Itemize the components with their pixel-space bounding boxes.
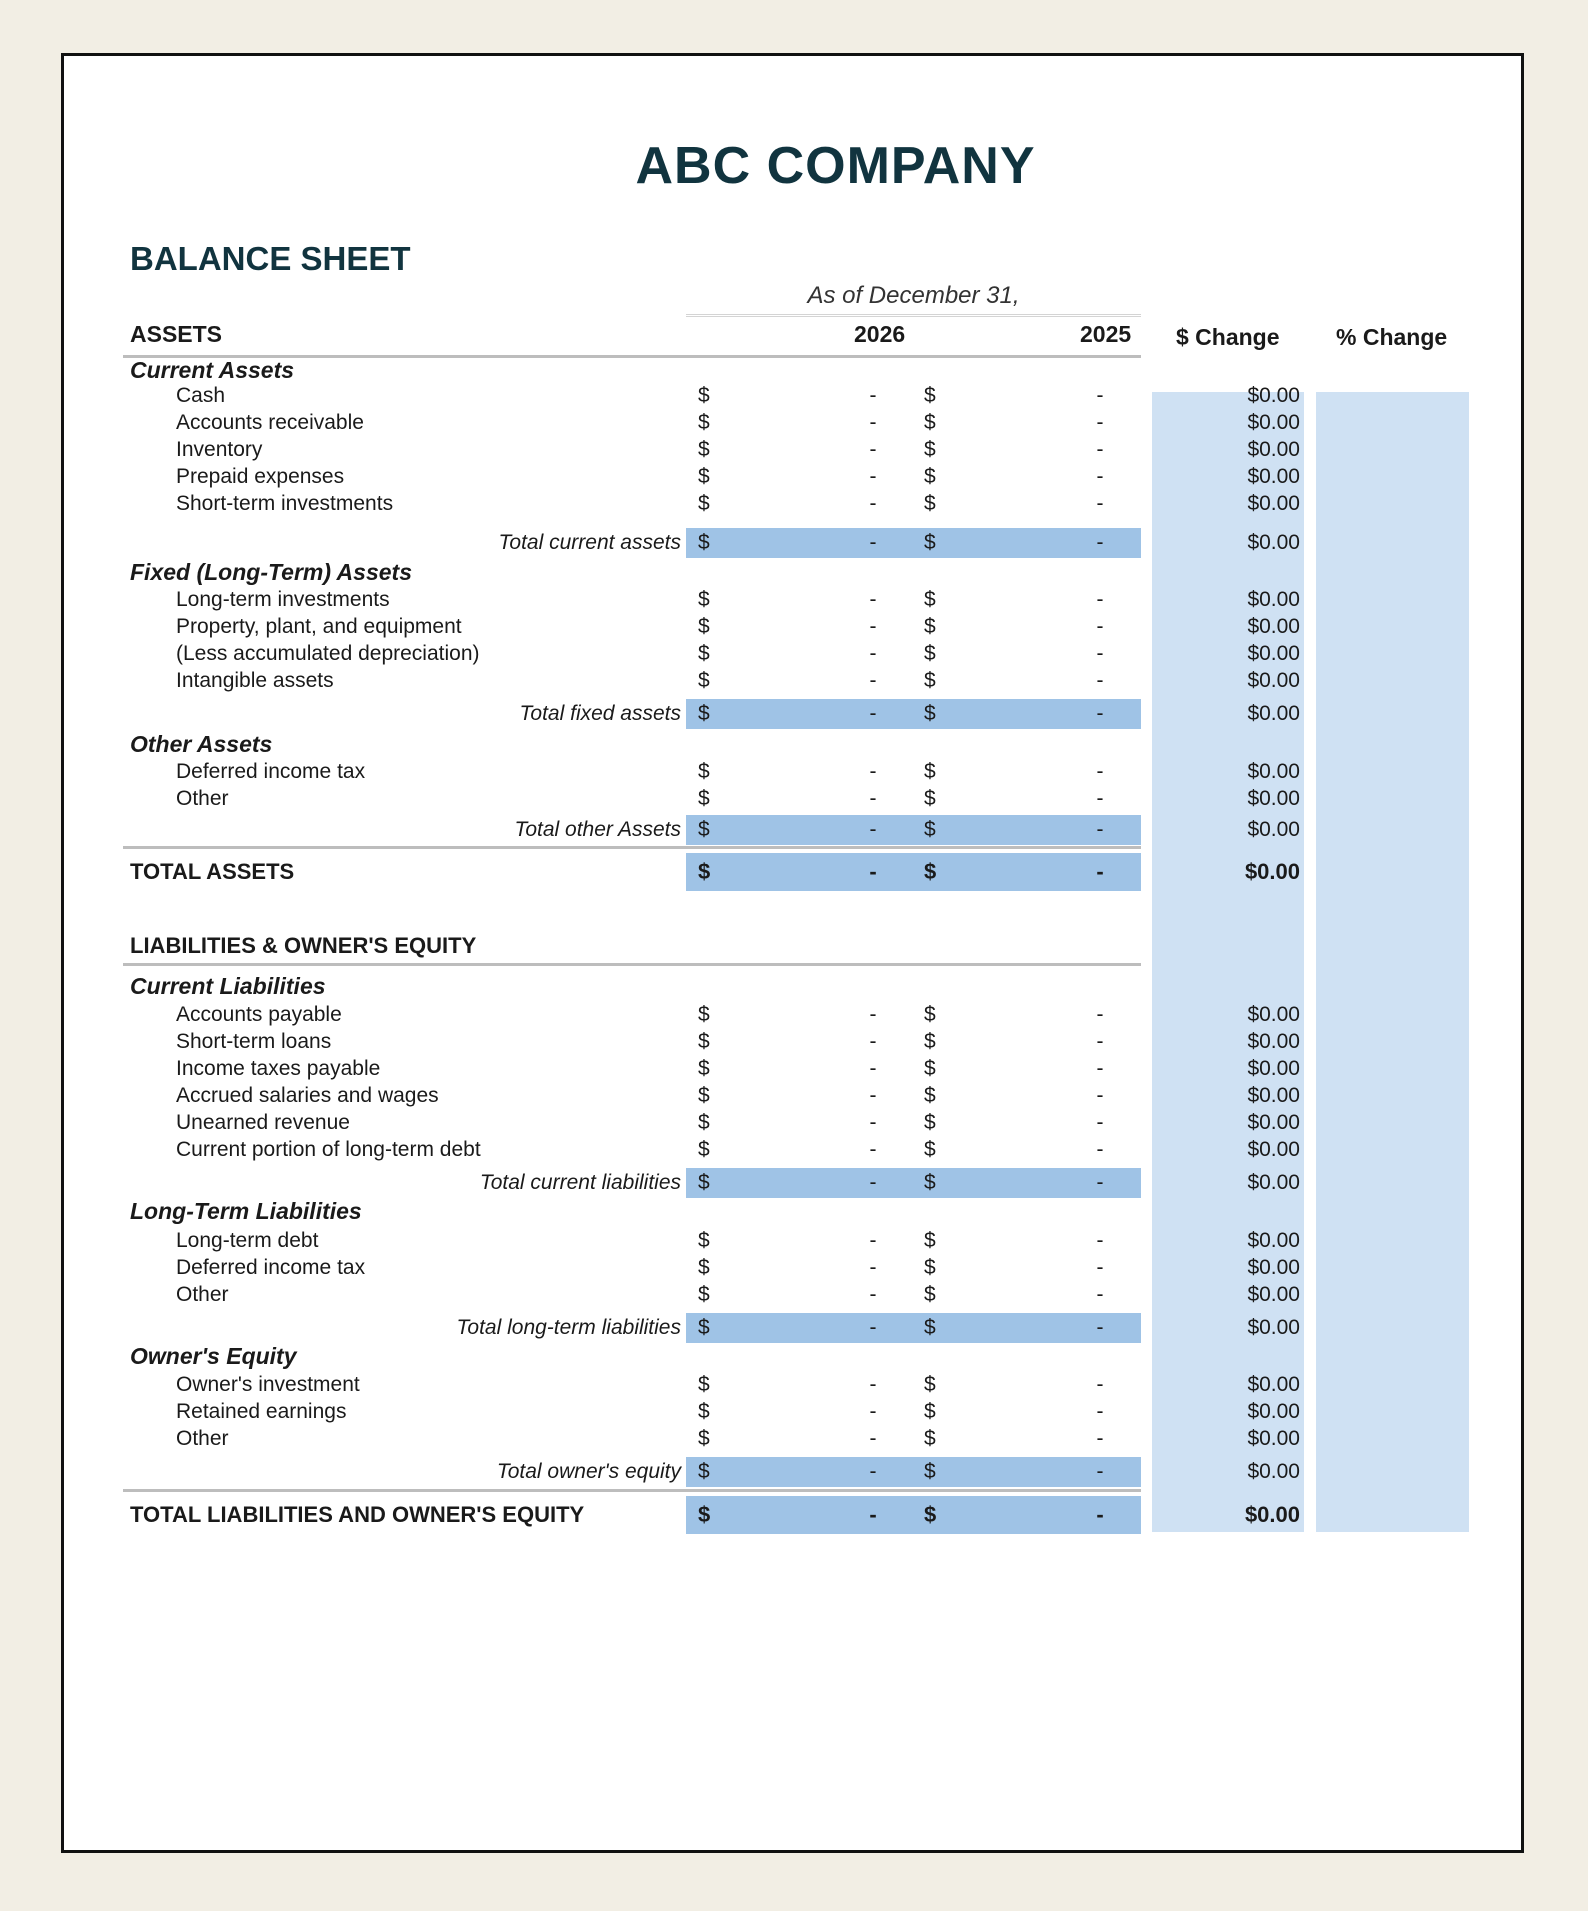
total-highlight <box>686 1168 1141 1198</box>
value-2025: - <box>1096 384 1104 407</box>
currency-2025: $ <box>924 1427 936 1450</box>
row-label: Property, plant, and equipment <box>176 615 462 638</box>
value-2026: - <box>869 1003 877 1026</box>
currency-2026: $ <box>698 702 710 725</box>
total-highlight <box>686 1496 1141 1534</box>
total-assets-row <box>64 853 1527 891</box>
equity-section-title: Owner's Equity <box>130 1343 297 1369</box>
currency-2026: $ <box>698 411 710 434</box>
value-2026: - <box>869 1229 877 1252</box>
currency-2025: $ <box>924 588 936 611</box>
value-2025: - <box>1096 702 1104 725</box>
value-2025: - <box>1096 1373 1104 1396</box>
currency-2025: $ <box>924 1460 936 1483</box>
line-item <box>64 1109 1527 1136</box>
row-label: Other <box>176 1427 229 1450</box>
row-label: Inventory <box>176 438 263 461</box>
line-item <box>64 1055 1527 1082</box>
currency-2025: $ <box>924 642 936 665</box>
line-item <box>64 1227 1527 1254</box>
currency-2026: $ <box>698 1373 710 1396</box>
value-2026: - <box>869 669 877 692</box>
line-item <box>64 1028 1527 1055</box>
currency-2025: $ <box>924 702 936 725</box>
row-label: Total owner's equity <box>496 1460 681 1483</box>
currency-2025: $ <box>924 859 937 884</box>
percent-change-header: % Change <box>1336 324 1448 350</box>
currency-2025: $ <box>924 1138 936 1161</box>
row-label: Accounts receivable <box>176 411 364 434</box>
currency-2025: $ <box>924 1057 936 1080</box>
line-item <box>64 436 1527 463</box>
dollar-change-value: $0.00 <box>1247 1138 1300 1161</box>
value-2025: - <box>1096 1427 1104 1450</box>
value-2025: - <box>1096 1111 1104 1134</box>
total-highlight <box>686 528 1141 558</box>
line-item <box>64 490 1527 517</box>
line-item <box>64 758 1527 785</box>
row-label: Total other Assets <box>514 818 681 841</box>
value-2026: - <box>869 438 877 461</box>
currency-2026: $ <box>698 1111 710 1134</box>
liabilities-equity-header: LIABILITIES & OWNER'S EQUITY <box>130 933 477 958</box>
percent-change-column <box>1316 392 1469 1532</box>
value-2025: - <box>1096 1003 1104 1026</box>
total-highlight <box>686 815 1141 845</box>
total-assets-rule <box>123 846 1141 849</box>
row-label: Retained earnings <box>176 1400 347 1423</box>
currency-2026: $ <box>698 1030 710 1053</box>
value-2025: - <box>1096 1400 1104 1423</box>
row-label: Deferred income tax <box>176 760 366 783</box>
currency-2026: $ <box>698 1427 710 1450</box>
value-2026: - <box>869 1084 877 1107</box>
value-2026: - <box>869 384 877 407</box>
value-2026: - <box>869 588 877 611</box>
row-label: TOTAL LIABILITIES AND OWNER'S EQUITY <box>130 1502 585 1527</box>
value-2026: - <box>869 702 877 725</box>
line-item <box>64 1001 1527 1028</box>
value-2026: - <box>869 818 877 841</box>
currency-2026: $ <box>698 492 710 515</box>
value-2026: - <box>869 1400 877 1423</box>
row-label: Income taxes payable <box>176 1057 381 1080</box>
dollar-change-value: $0.00 <box>1247 588 1300 611</box>
value-2026: - <box>869 465 877 488</box>
currency-2026: $ <box>698 1400 710 1423</box>
currency-2026: $ <box>698 1057 710 1080</box>
value-2025: - <box>1096 1057 1104 1080</box>
line-item <box>64 409 1527 436</box>
currency-2026: $ <box>698 859 711 884</box>
currency-2025: $ <box>924 615 936 638</box>
company-name: ABC COMPANY <box>635 137 1036 195</box>
currency-2026: $ <box>698 818 710 841</box>
dollar-change-value: $0.00 <box>1247 1030 1300 1053</box>
currency-2025: $ <box>924 818 936 841</box>
current-section-title: Current Liabilities <box>130 973 326 999</box>
year-2025-header: 2025 <box>1080 321 1132 347</box>
value-2025: - <box>1096 1138 1104 1161</box>
value-2026: - <box>869 1138 877 1161</box>
currency-2026: $ <box>698 1502 711 1527</box>
value-2026: - <box>869 1171 877 1194</box>
currency-2025: $ <box>924 1502 937 1527</box>
total-highlight <box>686 1313 1141 1343</box>
currency-2025: $ <box>924 1003 936 1026</box>
value-2025: - <box>1096 588 1104 611</box>
year-2026-header: 2026 <box>854 321 906 347</box>
dollar-change-value: $0.00 <box>1247 1283 1300 1306</box>
other-section-title: Other Assets <box>130 731 273 757</box>
dollar-change-value: $0.00 <box>1247 642 1300 665</box>
value-2025: - <box>1096 859 1104 884</box>
value-2025: - <box>1096 669 1104 692</box>
row-label: Accrued salaries and wages <box>176 1084 439 1107</box>
line-item <box>64 613 1527 640</box>
currency-2025: $ <box>924 1084 936 1107</box>
dollar-change-value: $0.00 <box>1247 1427 1300 1450</box>
dollar-change-value: $0.00 <box>1244 1502 1300 1527</box>
row-label: Owner's investment <box>176 1373 360 1396</box>
currency-2025: $ <box>924 492 936 515</box>
dollar-change-value: $0.00 <box>1247 492 1300 515</box>
currency-2026: $ <box>698 588 710 611</box>
row-label: Short-term loans <box>176 1030 332 1053</box>
currency-2025: $ <box>924 1229 936 1252</box>
longterm-total-row <box>64 1313 1527 1343</box>
value-2025: - <box>1096 531 1104 554</box>
equity-total-row <box>64 1457 1527 1487</box>
currency-2026: $ <box>698 531 710 554</box>
value-2025: - <box>1096 465 1104 488</box>
value-2026: - <box>869 411 877 434</box>
currency-2026: $ <box>698 384 710 407</box>
as-of-label: As of December 31, <box>807 282 1020 309</box>
value-2026: - <box>869 760 877 783</box>
line-item <box>64 667 1527 694</box>
currency-2025: $ <box>924 384 936 407</box>
row-label: Short-term investments <box>176 492 394 515</box>
row-label: Unearned revenue <box>176 1111 350 1134</box>
value-2026: - <box>869 1316 877 1339</box>
currency-2026: $ <box>698 615 710 638</box>
line-item <box>64 1281 1527 1308</box>
value-2026: - <box>869 1256 877 1279</box>
currency-2025: $ <box>924 1171 936 1194</box>
dollar-change-value: $0.00 <box>1247 1003 1300 1026</box>
row-label: Cash <box>176 384 226 407</box>
other-total-row <box>64 815 1527 845</box>
fixed-section-title: Fixed (Long-Term) Assets <box>130 559 412 585</box>
line-item <box>64 382 1527 409</box>
dollar-change-value: $0.00 <box>1247 702 1300 725</box>
line-item <box>64 1136 1527 1163</box>
currency-2026: $ <box>698 465 710 488</box>
line-item <box>64 640 1527 667</box>
line-item <box>64 785 1527 812</box>
row-label: Long-term debt <box>176 1229 319 1252</box>
value-2025: - <box>1096 1316 1104 1339</box>
currency-2025: $ <box>924 669 936 692</box>
dollar-change-value: $0.00 <box>1247 1057 1300 1080</box>
line-item <box>64 1398 1527 1425</box>
currency-2025: $ <box>924 411 936 434</box>
value-2026: - <box>869 531 877 554</box>
value-2025: - <box>1096 1256 1104 1279</box>
currency-2025: $ <box>924 760 936 783</box>
value-2025: - <box>1096 411 1104 434</box>
fixed-total-row <box>64 699 1527 729</box>
value-2025: - <box>1096 1171 1104 1194</box>
line-item <box>64 1254 1527 1281</box>
line-item <box>64 1371 1527 1398</box>
current-total-row <box>64 528 1527 558</box>
value-2025: - <box>1096 642 1104 665</box>
value-2026: - <box>869 859 877 884</box>
value-2025: - <box>1096 787 1104 810</box>
row-label: Total fixed assets <box>519 702 681 725</box>
value-2025: - <box>1096 1084 1104 1107</box>
currency-2026: $ <box>698 669 710 692</box>
line-item <box>64 586 1527 613</box>
currency-2025: $ <box>924 1111 936 1134</box>
dollar-change-value: $0.00 <box>1247 787 1300 810</box>
currency-2026: $ <box>698 1138 710 1161</box>
currency-2026: $ <box>698 1229 710 1252</box>
value-2026: - <box>869 1460 877 1483</box>
row-label: Deferred income tax <box>176 1256 366 1279</box>
currency-2025: $ <box>924 1316 936 1339</box>
dollar-change-value: $0.00 <box>1247 531 1300 554</box>
currency-2026: $ <box>698 760 710 783</box>
value-2025: - <box>1096 438 1104 461</box>
row-label: Current portion of long-term debt <box>176 1138 481 1161</box>
row-label: Accounts payable <box>176 1003 342 1026</box>
dollar-change-value: $0.00 <box>1247 669 1300 692</box>
value-2026: - <box>869 1427 877 1450</box>
dollar-change-value: $0.00 <box>1247 1111 1300 1134</box>
current-section-title: Current Assets <box>130 357 295 383</box>
currency-2026: $ <box>698 1283 710 1306</box>
total-highlight <box>686 853 1141 891</box>
total-highlight <box>686 699 1141 729</box>
value-2026: - <box>869 1030 877 1053</box>
value-2025: - <box>1096 1502 1104 1527</box>
currency-2025: $ <box>924 1400 936 1423</box>
currency-2025: $ <box>924 465 936 488</box>
row-label: Prepaid expenses <box>176 465 345 488</box>
dollar-change-value: $0.00 <box>1247 1460 1300 1483</box>
dollar-change-value: $0.00 <box>1247 384 1300 407</box>
row-label: Other <box>176 1283 229 1306</box>
assets-header: ASSETS <box>130 321 223 347</box>
as-of-divider <box>686 314 1141 317</box>
value-2025: - <box>1096 1283 1104 1306</box>
value-2026: - <box>869 1057 877 1080</box>
longterm-section-title: Long-Term Liabilities <box>130 1198 362 1224</box>
line-item <box>64 1425 1527 1452</box>
value-2026: - <box>869 1373 877 1396</box>
currency-2025: $ <box>924 1256 936 1279</box>
row-label: (Less accumulated depreciation) <box>176 642 480 665</box>
line-item <box>64 463 1527 490</box>
value-2026: - <box>869 1111 877 1134</box>
dollar-change-value: $0.00 <box>1247 465 1300 488</box>
currency-2025: $ <box>924 1030 936 1053</box>
value-2026: - <box>869 492 877 515</box>
dollar-change-column <box>1152 392 1304 1532</box>
currency-2026: $ <box>698 787 710 810</box>
row-label: Total long-term liabilities <box>456 1316 681 1339</box>
value-2026: - <box>869 1283 877 1306</box>
value-2025: - <box>1096 1229 1104 1252</box>
row-label: Total current liabilities <box>479 1171 681 1194</box>
dollar-change-value: $0.00 <box>1247 760 1300 783</box>
dollar-change-value: $0.00 <box>1247 1171 1300 1194</box>
dollar-change-value: $0.00 <box>1247 615 1300 638</box>
value-2025: - <box>1096 760 1104 783</box>
row-label: Total current assets <box>498 531 681 554</box>
currency-2026: $ <box>698 1256 710 1279</box>
currency-2026: $ <box>698 1171 710 1194</box>
dollar-change-value: $0.00 <box>1244 859 1300 884</box>
currency-2026: $ <box>698 1084 710 1107</box>
dollar-change-value: $0.00 <box>1247 1256 1300 1279</box>
currency-2026: $ <box>698 438 710 461</box>
currency-2025: $ <box>924 787 936 810</box>
dollar-change-value: $0.00 <box>1247 818 1300 841</box>
dollar-change-value: $0.00 <box>1247 1316 1300 1339</box>
row-label: Long-term investments <box>176 588 390 611</box>
dollar-change-value: $0.00 <box>1247 438 1300 461</box>
value-2025: - <box>1096 615 1104 638</box>
value-2026: - <box>869 642 877 665</box>
currency-2026: $ <box>698 1316 710 1339</box>
value-2026: - <box>869 1502 877 1527</box>
value-2026: - <box>869 787 877 810</box>
dollar-change-value: $0.00 <box>1247 1229 1300 1252</box>
dollar-change-value: $0.00 <box>1247 1373 1300 1396</box>
liabilities-header-rule <box>123 963 1141 966</box>
document-title: BALANCE SHEET <box>130 240 411 277</box>
row-label: TOTAL ASSETS <box>130 859 295 884</box>
currency-2026: $ <box>698 1003 710 1026</box>
currency-2025: $ <box>924 438 936 461</box>
currency-2025: $ <box>924 1373 936 1396</box>
dollar-change-header: $ Change <box>1176 324 1280 350</box>
line-item <box>64 1082 1527 1109</box>
value-2025: - <box>1096 1030 1104 1053</box>
value-2025: - <box>1096 1460 1104 1483</box>
currency-2025: $ <box>924 1283 936 1306</box>
total-liabilities-rule <box>123 1489 1141 1492</box>
total-liabilities-equity-row <box>64 1496 1527 1534</box>
total-highlight <box>686 1457 1141 1487</box>
dollar-change-value: $0.00 <box>1247 1084 1300 1107</box>
balance-sheet-page <box>61 53 1524 1853</box>
dollar-change-value: $0.00 <box>1247 411 1300 434</box>
current-total-row <box>64 1168 1527 1198</box>
row-label: Intangible assets <box>176 669 334 692</box>
value-2025: - <box>1096 492 1104 515</box>
row-label: Other <box>176 787 229 810</box>
currency-2026: $ <box>698 642 710 665</box>
currency-2026: $ <box>698 1460 710 1483</box>
dollar-change-value: $0.00 <box>1247 1400 1300 1423</box>
currency-2025: $ <box>924 531 936 554</box>
value-2025: - <box>1096 818 1104 841</box>
value-2026: - <box>869 615 877 638</box>
